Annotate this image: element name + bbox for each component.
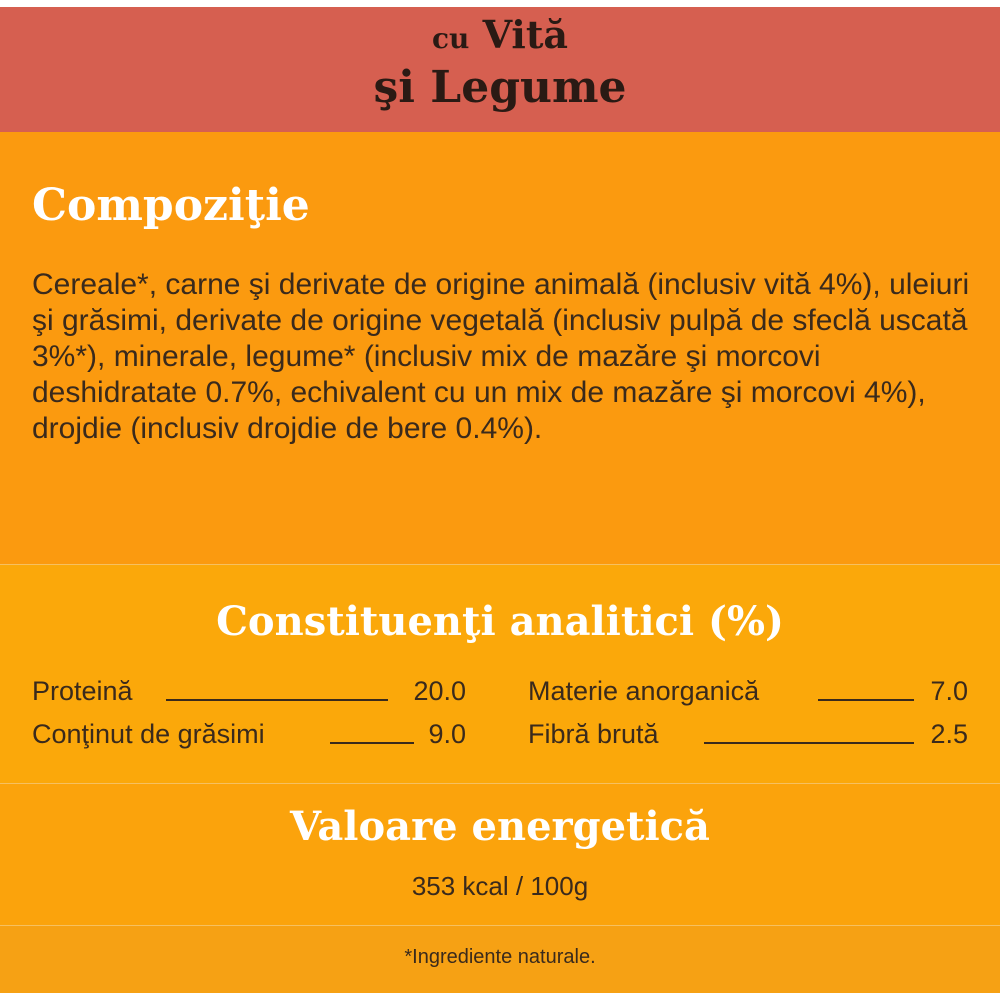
leader-line (166, 699, 388, 701)
nutrient-value: 9.0 (428, 719, 466, 749)
nutrient-name: Proteină (32, 676, 133, 706)
section-divider (0, 564, 1000, 565)
analytical-section (0, 564, 1000, 783)
nutrient-value: 2.5 (930, 719, 968, 749)
composition-heading: Compoziţie (32, 180, 310, 231)
leader-line (818, 699, 914, 701)
footnote-section (0, 925, 1000, 993)
leader-line (704, 742, 914, 744)
nutrient-name: Conţinut de grăsimi (32, 719, 265, 749)
leader-line (330, 742, 414, 744)
product-title-banner (0, 7, 1000, 132)
nutrition-panel (0, 7, 1000, 993)
nutrient-value: 20.0 (413, 676, 466, 706)
nutrient-row (32, 716, 466, 752)
product-title-line-2: şi Legume (373, 62, 627, 113)
nutrient-row (528, 716, 968, 752)
title-prefix: cu (431, 22, 470, 55)
section-divider (0, 783, 1000, 784)
composition-text: Cereale*, carne şi derivate de origine animală (inclusiv vită 4%), uleiuri şi grăsimi, derivate de origine vegetală (inclusiv pulpă de sfeclă uscată 3%*), minerale, legume* (inclusiv mix de mazăre şi morcovi deshidratate 0.7%, echivalent cu un mix de mazăre şi morcovi 4%), drojdie (inclusiv drojdie de bere 0.4%). (32, 268, 970, 445)
section-divider (0, 925, 1000, 926)
nutrient-row (528, 673, 968, 709)
nutrient-value: 7.0 (930, 676, 968, 706)
nutrient-name: Fibră brută (528, 719, 659, 749)
footnote-text: *Ingrediente naturale. (404, 946, 596, 968)
nutrient-row (32, 673, 466, 709)
energy-value: 353 kcal / 100g (411, 871, 589, 901)
composition-section (0, 132, 1000, 564)
energy-heading: Valoare energetică (290, 803, 710, 850)
product-title-line-1 (0, 13, 1000, 61)
analytical-heading: Constituenţi analitici (%) (216, 598, 784, 645)
energy-section (0, 783, 1000, 925)
nutrient-name: Materie anorganică (528, 676, 760, 706)
title-main-word: Vită (482, 12, 569, 57)
